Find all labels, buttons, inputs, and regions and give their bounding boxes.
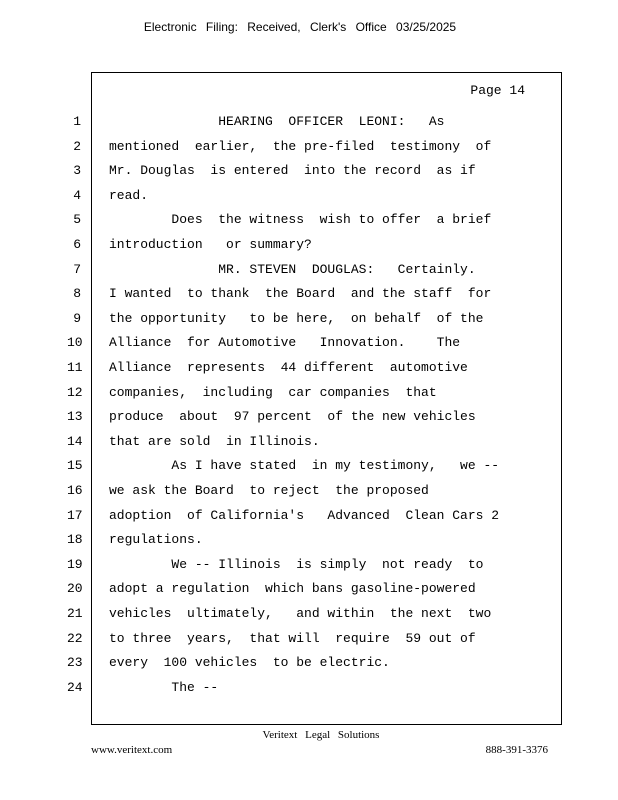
transcript-line (67, 356, 561, 380)
transcript-line (67, 331, 561, 355)
transcript-line (67, 676, 561, 700)
line-text: Does the witness wish to offer a brief (109, 212, 492, 228)
line-text: produce about 97 percent of the new vehicles (109, 409, 476, 425)
transcript-line (67, 479, 561, 503)
line-text: regulations. (109, 532, 203, 548)
line-number: 1 (73, 114, 81, 129)
line-number: 13 (67, 409, 83, 425)
line-text: The -- (109, 679, 219, 695)
transcript-line (73, 258, 561, 282)
line-number: 10 (67, 335, 83, 351)
transcript-line (73, 135, 561, 159)
transcript-line (73, 184, 561, 208)
footer-company: Veritext Legal Solutions (262, 729, 380, 741)
line-number: 4 (73, 187, 81, 203)
line-number: 7 (73, 261, 81, 277)
line-text: vehicles ultimately, and within the next two (109, 606, 492, 621)
line-number: 21 (67, 606, 83, 621)
line-number: 23 (67, 655, 83, 671)
line-number: 2 (73, 138, 81, 154)
line-number: 9 (73, 310, 81, 326)
line-number: 15 (67, 458, 83, 474)
transcript-line (73, 159, 561, 183)
footer-website: www.veritext.com (91, 744, 173, 756)
transcript-line (73, 208, 561, 232)
line-text: Alliance for Automotive Innovation. The (109, 335, 461, 351)
line-text: HEARING OFFICER LEONI: As (109, 114, 445, 129)
line-text: Alliance represents 44 different automotive (109, 360, 468, 375)
line-text: I wanted to thank the Board and the staff for (109, 286, 492, 302)
line-number: 17 (67, 507, 83, 523)
transcript-page (67, 72, 562, 725)
transcript-line (67, 553, 561, 577)
line-number: 20 (67, 581, 83, 597)
line-text: the opportunity to be here, on behalf of the (109, 310, 484, 326)
transcript-line (67, 504, 561, 528)
line-number: 18 (67, 532, 83, 548)
line-text: every 100 vehicles to be electric. (109, 655, 390, 671)
line-text: Mr. Douglas is entered into the record as if (109, 163, 476, 179)
transcript-line (73, 233, 561, 257)
line-text: mentioned earlier, the pre-filed testimony of (109, 138, 492, 154)
transcript-line (67, 577, 561, 601)
line-number: 16 (67, 483, 83, 498)
line-text: we ask the Board to reject the proposed (109, 483, 429, 498)
line-number: 24 (67, 679, 83, 695)
transcript-line (67, 602, 561, 626)
transcript-line (73, 110, 561, 134)
transcript-line (67, 651, 561, 675)
line-number: 8 (73, 286, 81, 302)
transcript-line (67, 430, 561, 454)
line-text: As I have stated in my testimony, we -- (109, 458, 500, 474)
transcript-line (67, 528, 561, 552)
line-text: companies, including car companies that (109, 384, 437, 400)
line-number: 6 (73, 237, 81, 252)
filing-stamp: Electronic Filing: Received, Clerk's Office 03/25/2025 (143, 20, 457, 34)
line-text: adopt a regulation which bans gasoline-powered (109, 581, 476, 597)
line-text: that are sold in Illinois. (109, 433, 320, 449)
line-text: to three years, that will require 59 out of (109, 630, 476, 646)
line-text: read. (109, 187, 149, 203)
line-number: 22 (67, 630, 83, 646)
line-text: introduction or summary? (109, 237, 312, 252)
transcript-line (73, 307, 561, 331)
transcript-line (67, 405, 561, 429)
line-number: 3 (73, 163, 81, 179)
line-text: We -- Illinois is simply not ready to (109, 556, 484, 572)
line-text: adoption of California's Advanced Clean Cars 2 (109, 507, 500, 523)
page-number: Page 14 (470, 83, 525, 98)
transcript-line (73, 282, 561, 306)
footer-phone: 888-391-3376 (485, 744, 548, 756)
line-number: 5 (73, 212, 81, 228)
transcript-line (67, 454, 561, 478)
transcript-line (67, 627, 561, 651)
line-number: 14 (67, 433, 83, 449)
line-number: 19 (67, 556, 83, 572)
transcript-line (67, 381, 561, 405)
line-number: 12 (67, 384, 83, 400)
line-number: 11 (67, 360, 83, 375)
line-text: MR. STEVEN DOUGLAS: Certainly. (109, 261, 476, 277)
